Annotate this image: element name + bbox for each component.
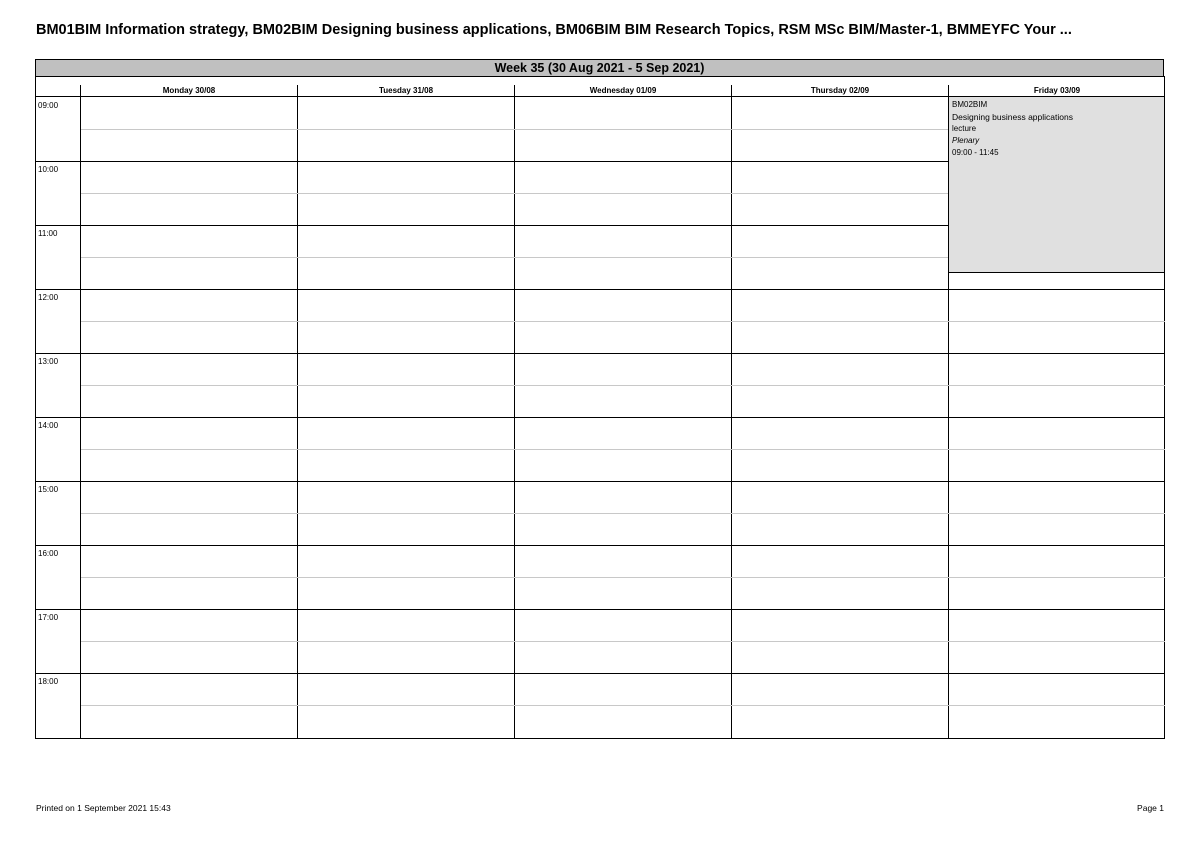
time-label: 14:00 <box>38 421 59 430</box>
hour-divider <box>35 545 1165 546</box>
time-label: 18:00 <box>38 677 59 686</box>
event-code: BM02BIM <box>952 100 988 109</box>
half-hour-divider <box>81 385 1165 386</box>
day-header-monday: Monday 30/08 <box>162 86 216 95</box>
day-header-friday: Friday 03/09 <box>1033 86 1081 95</box>
hour-divider <box>35 481 1165 482</box>
half-hour-divider <box>81 513 1165 514</box>
time-label: 12:00 <box>38 293 59 302</box>
half-hour-divider <box>81 321 1165 322</box>
half-hour-divider <box>81 705 1165 706</box>
hour-divider <box>35 353 1165 354</box>
time-label: 10:00 <box>38 165 59 174</box>
half-hour-divider <box>81 193 948 194</box>
event-group: Plenary <box>952 136 980 145</box>
half-hour-divider <box>81 257 948 258</box>
hour-divider <box>35 609 1165 610</box>
time-label: 13:00 <box>38 357 59 366</box>
day-header-tuesday: Tuesday 31/08 <box>378 86 434 95</box>
time-label: 15:00 <box>38 485 59 494</box>
hour-divider <box>35 673 1165 674</box>
printed-timestamp: Printed on 1 September 2021 15:43 <box>36 803 171 813</box>
week-header: Week 35 (30 Aug 2021 - 5 Sep 2021) <box>35 59 1164 77</box>
time-label: 11:00 <box>38 229 58 238</box>
half-hour-divider <box>81 641 1165 642</box>
time-label: 09:00 <box>38 101 59 110</box>
event-time: 09:00 - 11:45 <box>952 148 999 157</box>
half-hour-divider <box>81 129 948 130</box>
event-title: Designing business applications <box>952 112 1073 122</box>
time-label: 17:00 <box>38 613 59 622</box>
hour-divider <box>35 225 948 226</box>
hour-divider <box>35 417 1165 418</box>
day-header-thursday: Thursday 02/09 <box>810 86 870 95</box>
time-label: 16:00 <box>38 549 59 558</box>
hour-divider <box>35 289 1165 290</box>
document-title: BM01BIM Information strategy, BM02BIM Designing business applications, BM06BIM BIM Research Topics, RSM MSc BIM/Master-1, BMMEYFC Your ... <box>36 22 1072 38</box>
half-hour-divider <box>81 577 1165 578</box>
page-number: Page 1 <box>1137 803 1164 813</box>
event-type: lecture <box>952 124 977 133</box>
event-block-bm02bim[interactable] <box>949 97 1164 273</box>
half-hour-divider <box>81 449 1165 450</box>
day-header-wednesday: Wednesday 01/09 <box>589 86 657 95</box>
